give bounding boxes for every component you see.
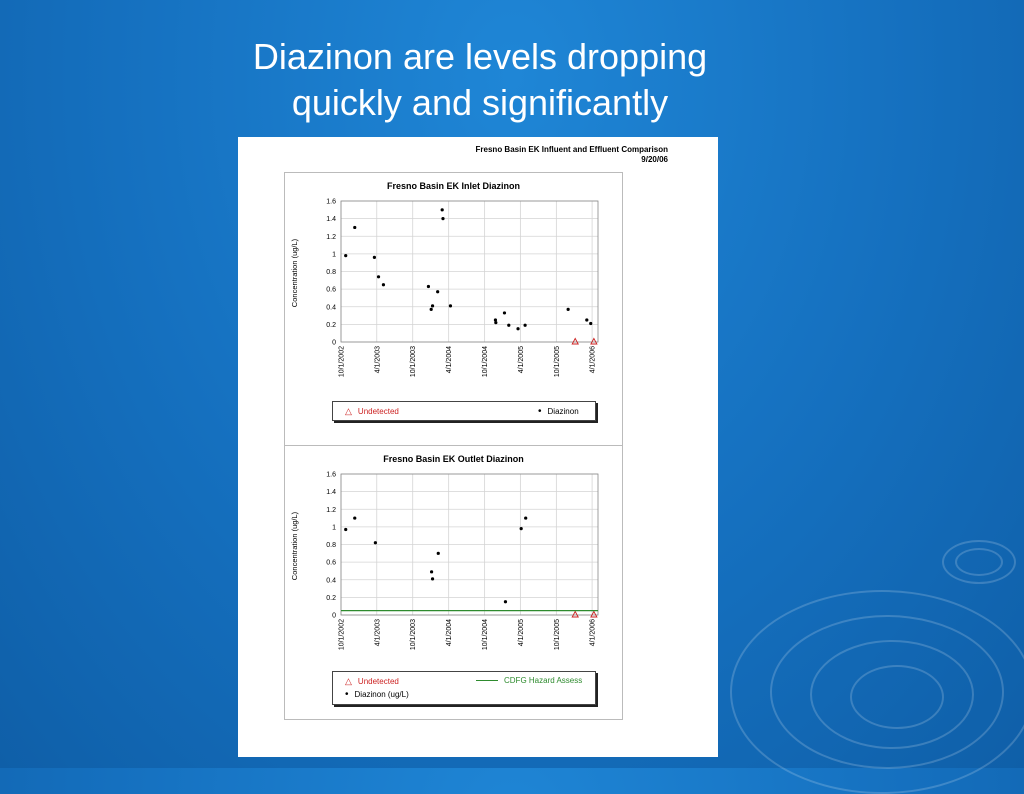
outlet-x-tick-label: 10/1/2002 [338, 619, 346, 651]
outlet-data-point [344, 528, 347, 531]
inlet-x-tick-label: 4/1/2003 [374, 346, 382, 374]
inlet-data-point [441, 208, 444, 211]
inlet-data-point [427, 285, 430, 288]
inlet-x-tick-label: 4/1/2004 [446, 346, 454, 374]
legend-label-undetected: Undetected [357, 407, 399, 416]
slide-title-line2: quickly and significantly [291, 82, 669, 123]
report-title: Fresno Basin EK Influent and Effluent Comparison [475, 145, 668, 154]
outlet-plot-area [326, 472, 598, 651]
slide-title-line1: Diazinon are levels dropping [252, 36, 708, 77]
inlet-data-point [507, 324, 510, 327]
inlet-chart-panel [284, 172, 623, 447]
dot-icon: • [538, 406, 542, 417]
outlet-y-tick-label: 1.2 [326, 506, 336, 514]
outlet-y-tick-label: 0.6 [326, 559, 336, 567]
outlet-y-axis-label: Concentration (ug/L) [290, 511, 299, 581]
outlet-x-tick-label: 4/1/2006 [589, 619, 597, 647]
outlet-data-point [353, 516, 356, 519]
outlet-x-tick-label: 4/1/2004 [446, 619, 454, 647]
inlet-data-point [516, 327, 519, 330]
inlet-data-point [589, 322, 592, 325]
outlet-x-tick-label: 10/1/2005 [553, 619, 561, 651]
report-date: 9/20/06 [641, 155, 668, 164]
inlet-data-point [449, 304, 452, 307]
inlet-y-tick-label: 0.8 [326, 269, 336, 276]
inlet-data-point [373, 256, 376, 259]
inlet-x-tick-label: 10/1/2002 [338, 346, 346, 378]
inlet-y-tick-label: 0.2 [326, 321, 336, 329]
legend-item-diazinon [538, 406, 579, 417]
outlet-y-tick-label: 1.4 [326, 489, 336, 497]
dot-icon: • [345, 689, 349, 700]
legend-label-diazinon: Diazinon (ug/L) [354, 690, 409, 699]
inlet-data-point [494, 321, 497, 324]
inlet-data-point [441, 217, 444, 220]
inlet-data-point [503, 311, 506, 314]
inlet-data-point [567, 308, 570, 311]
inlet-data-point [431, 304, 434, 307]
legend-item-undetected [345, 406, 399, 417]
outlet-y-tick-label: 0.4 [326, 577, 336, 585]
inlet-plot-area [326, 199, 598, 378]
triangle-icon: △ [345, 406, 352, 416]
report-header [238, 145, 668, 165]
legend-item-cdfg-hazard [476, 676, 582, 685]
inlet-data-point [585, 318, 588, 321]
inlet-legend [332, 401, 596, 421]
outlet-data-point [430, 570, 433, 573]
inlet-data-point [344, 254, 347, 257]
inlet-y-axis-label: Concentration (ug/L) [290, 238, 299, 308]
outlet-x-tick-label: 4/1/2003 [374, 619, 382, 647]
outlet-x-tick-label: 10/1/2003 [410, 619, 418, 651]
line-swatch-icon [476, 680, 498, 681]
outlet-data-point [374, 541, 377, 544]
inlet-chart-title: Fresno Basin EK Inlet Diazinon [386, 181, 521, 191]
inlet-y-tick-label: 1.2 [326, 233, 336, 241]
outlet-y-tick-label: 0.8 [326, 542, 336, 549]
outlet-data-point [437, 552, 440, 555]
inlet-y-tick-label: 0 [332, 339, 336, 347]
inlet-x-tick-label: 10/1/2003 [410, 346, 418, 378]
outlet-x-tick-label: 4/1/2005 [517, 619, 525, 647]
inlet-x-tick-label: 4/1/2005 [517, 346, 525, 374]
legend-label-cdfg-hazard: CDFG Hazard Assess [504, 676, 583, 685]
outlet-chart-panel [284, 445, 623, 720]
slide-title [180, 34, 780, 126]
outlet-undetected-marker [572, 612, 578, 618]
inlet-undetected-marker [572, 339, 578, 345]
outlet-chart-title: Fresno Basin EK Outlet Diazinon [383, 454, 524, 464]
legend-label-undetected: Undetected [357, 677, 399, 686]
outlet-legend [332, 671, 596, 705]
outlet-y-tick-label: 1 [332, 524, 336, 532]
outlet-data-point [524, 516, 527, 519]
outlet-x-tick-label: 10/1/2004 [482, 619, 490, 651]
outlet-y-tick-label: 0 [332, 612, 336, 620]
inlet-y-tick-label: 0.4 [326, 304, 336, 312]
outlet-data-point [504, 600, 507, 603]
inlet-data-point [524, 324, 527, 327]
inlet-y-tick-label: 1.6 [326, 198, 336, 206]
inlet-x-tick-label: 10/1/2005 [553, 346, 561, 378]
inlet-data-point [353, 226, 356, 229]
legend-label-diazinon: Diazinon [547, 407, 579, 416]
outlet-y-tick-label: 0.2 [326, 594, 336, 602]
outlet-data-point [520, 527, 523, 530]
outlet-y-tick-label: 1.6 [326, 471, 336, 479]
triangle-icon: △ [345, 676, 352, 686]
inlet-y-tick-label: 1 [332, 251, 336, 259]
inlet-data-point [436, 290, 439, 293]
inlet-data-point [430, 308, 433, 311]
report-page [238, 137, 718, 757]
outlet-data-point [431, 577, 434, 580]
legend-item-undetected [345, 676, 399, 687]
inlet-data-point [377, 275, 380, 278]
inlet-data-point [382, 283, 385, 286]
inlet-x-tick-label: 10/1/2004 [482, 346, 490, 378]
inlet-y-tick-label: 1.4 [326, 216, 336, 224]
inlet-x-tick-label: 4/1/2006 [589, 346, 597, 374]
legend-item-diazinon [345, 689, 409, 700]
inlet-y-tick-label: 0.6 [326, 286, 336, 294]
